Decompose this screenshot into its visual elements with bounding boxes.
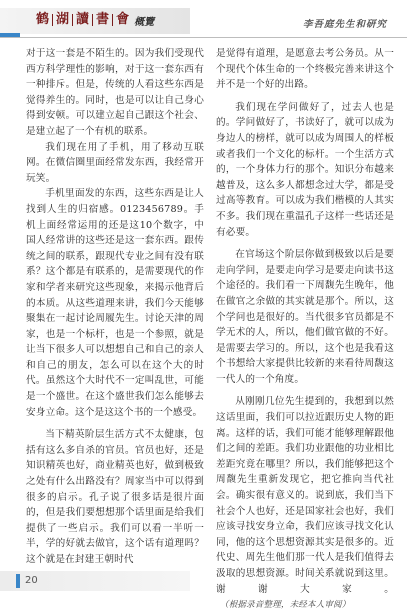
- title-separator: [112, 14, 113, 26]
- right-column: [216, 46, 394, 614]
- journal-title-char: 會: [116, 12, 130, 27]
- paragraph: 当下精英阶层生活方式不太健康，包括有这么多自杀的官员。官员也好，还是知识精英也好，商业精英也好，做到极致之处有什么出路没有？周家当中可以得到很多的启示。孔子说了很多话是很片面的，但是我们要想想那个话里面是给我们提供了一些启示。我们可以看一半听一半，学的好就去做官，这个话有道理吗？这个就是在封建王朝时代: [26, 429, 204, 565]
- left-column: [26, 46, 204, 568]
- page-header: [0, 0, 407, 46]
- page-number: 20: [25, 575, 38, 586]
- paragraph: [216, 394, 394, 613]
- header-rule: [0, 37, 407, 38]
- title-separator: [92, 14, 93, 26]
- paragraph: 我们现在学问做好了，过去人也是的。学问做好了，书读好了，就可以成为身边人的榜样，就可以成为周围人的样板或者我们一个文化的标杆。一个生活方式的，一个身体力行的那个。知识分布越来越普及，这么多人都想念过大学，都是受过高等教育。可以成为我们楷模的人其实不多。我们现在重温孔子这样一些话还是有必要。: [216, 101, 394, 238]
- paragraph: 对于这一套是不陌生的。因为我们受现代西方科学理性的影响，对于这一套东西有一种排斥。但是，传统的人看这些东西是觉得养生的。同时，也是可以让自己身心得到安顿。可以建立起自己跟这个社会、是建立起了一个有机的联系。: [26, 48, 204, 137]
- footer-accent-bar: [16, 574, 20, 588]
- journal-title-char: 書: [96, 12, 110, 27]
- paragraph: 是觉得有道理，是愿意去考公务员。从一个现代个体生命的一个终极完善来讲这个并不是一个好的出路。: [216, 48, 394, 91]
- paragraph: 我们现在用了手机，用了移动互联网。在微信圈里面经常发东西，我经常开玩笑。: [26, 141, 204, 184]
- journal-title-char: 讀: [76, 12, 90, 27]
- journal-subtitle: 概覽: [134, 16, 155, 28]
- journal-title-char: 湖: [56, 12, 70, 27]
- editor-note: （根据录音整理，未经本人审阅）: [220, 600, 351, 611]
- title-separator: [72, 14, 73, 26]
- paragraph: 在官场这个阶层你做到极致以后是要走向学问，是要走向学习是要走向读书这个途径的。我们看一下周馥先生晚年，他在做官之余做的其实就是那个。所以，这个学问也是很好的。当代很多官员都是不学无术的人，所以，他们做官做的不好。是需要去学习的。所以，这个也是我看这个书想给大家提供比较新的来看待周馥这一代人的一个角度。: [216, 249, 394, 385]
- journal-title: [34, 12, 154, 28]
- paragraph-text: 从刚刚几位先生提到的，我想到以然这话里面，我们可以拉近跟历史人物的距离。这样的话，我们可能才能够理解跟他们之间的差距。我们功业跟他的功业相比差距究竟在哪里？所以，我们能够把这个周馥先生重新发现它，把它推向当代社会。确实很有意义的。说到底，我们当下社会个人也好，还是国家社会也好，我们应该寻找安身立命，我们应该寻找文化认同，他的这个思想资源其实是很多的。近代史、周先生他们那一代人是我们值得去汲取的思想资源。时间关系就说到这里。谢谢大家。: [216, 396, 394, 595]
- section-title: 李吾庭先生和研究: [302, 19, 387, 30]
- paragraph: 手机里面发的东西，这些东西是让人找到人生的归宿感。0123456789。手机上面经常运用的还是这10个数字，中国人经常讲的这些还是这一套东西。跟传统之间的联系，跟现代专业之间有没有联系？这个都是有联系的，是需要现代的作家和学者来研究这些现象，来揭示他背后的本质。从这些道理来讲，我们今天能够聚集在一起讨论周履先生。讨论天津的周家，也是一个标杆，也是一个参照，就是让当下很多人可以想想自己和自己的亲人和自己的朋友，怎么可以在这个大的时代。虽然这个大时代不一定叫乱世，可能是一个盛世。在这个盛世我们怎么能够去安身立命。这个是这这个书的一个感受。: [26, 188, 204, 418]
- journal-title-char: 鹤: [36, 12, 50, 27]
- title-separator: [52, 14, 53, 26]
